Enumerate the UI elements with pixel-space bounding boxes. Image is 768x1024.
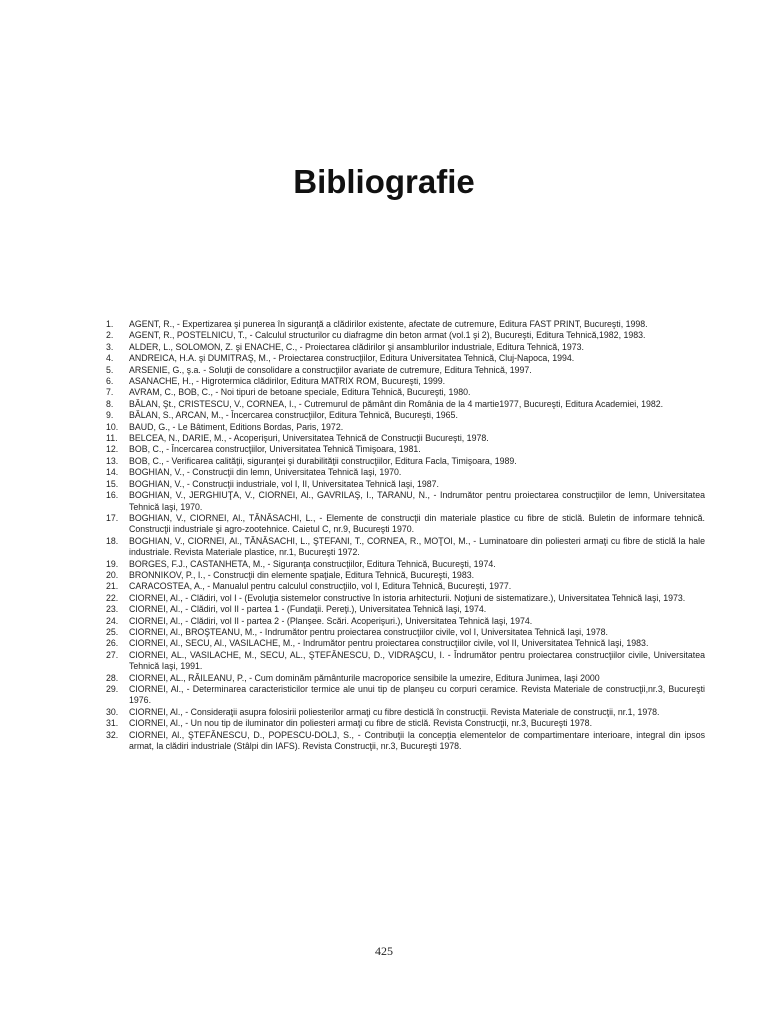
bibliography-entry <box>106 730 705 753</box>
entry-number: 15. <box>106 478 119 489</box>
entry-text: BELCEA, N., DARIE, M., - Acoperişuri, Universitatea Tehnică de Construcţii Bucureşti, 1978. <box>129 433 489 444</box>
entry-number: 19. <box>106 558 119 569</box>
bibliography-entry <box>106 365 705 376</box>
bibliography-entry <box>106 353 705 364</box>
bibliography-entry <box>106 342 705 353</box>
entry-text: BOGHIAN, V., CIORNEI, Al., TĂNĂSACHI, L., - Elemente de construcţii din materiale plastice cu fibre de sticlă. Buletin de informare tehnică. Construcţii industriale şi agro-zootehnice. Caietul C, nr.9, Bucureşti 1970. <box>129 512 705 535</box>
entry-text: ASANACHE, H., - Higrotermica clădirilor, Editura MATRIX ROM, Bucureşti, 1999. <box>129 376 446 387</box>
entry-number: 18. <box>106 535 119 546</box>
entry-number: 5. <box>106 364 114 375</box>
entry-number: 27. <box>106 649 119 660</box>
entry-text: BOGHIAN, V., - Construcţii din lemn, Universitatea Tehnică Iaşi, 1970. <box>129 467 402 478</box>
entry-number: 14. <box>106 467 119 478</box>
entry-text: BRONNIKOV, P., I., - Construcţii din elemente spaţiale, Editura Tehnică, Bucureşti, 1983. <box>129 569 475 580</box>
entry-text: CIORNEI, Al., - Clădiri, vol I - (Evoluţia sistemelor constructive în istoria arhitecturii. Noţiuni de sistematizare.), Universitatea Tehnică Iaşi, 1973. <box>129 592 686 603</box>
entry-text: CIORNEI, AL., VASILACHE, M., SECU, AL., ŞTEFĂNESCU, D., VIDRAŞCU, I. - Îndrumător pentru proiectarea construcţiilor civile, Universitatea Tehnică Iaşi, 1991. <box>129 649 705 672</box>
entry-number: 29. <box>106 684 119 694</box>
entry-text: BOB, C., - Verificarea calităţii, siguranţei şi durabilităţii construcţiilor, Editura Facla, Timişoara, 1989. <box>129 455 517 466</box>
entry-text: AGENT, R., POSTELNICU, T., - Calculul structurilor cu diafragme din beton armat (vol.1 şi 2), Bucureşti, Editura Tehnică,1982, 1983. <box>129 330 646 341</box>
bibliography-entry <box>106 399 705 410</box>
entry-number: 3. <box>106 341 114 352</box>
entry-number: 13. <box>106 455 119 466</box>
entry-text: CIORNEI, Al., SECU, Al., VASILACHE, M., - Indrumător pentru proiectarea construcţiilor civile, vol II, Universitatea Tehnică Iaşi, 1983. <box>129 638 649 649</box>
entry-number: 26. <box>106 638 119 649</box>
bibliography-entry <box>106 422 705 433</box>
entry-number: 30. <box>106 706 119 717</box>
entry-text: BĂLAN, S., ARCAN, M., - Încercarea construcţiilor, Editura Tehnică, Bucureşti, 1965. <box>129 410 458 421</box>
bibliography-entry <box>106 456 705 467</box>
entry-number: 25. <box>106 626 119 637</box>
bibliography-entry <box>106 513 705 536</box>
entry-number: 6. <box>106 376 114 387</box>
bibliography-entry <box>106 673 705 684</box>
bibliography-entry <box>106 718 705 729</box>
entry-text: ANDREICA, H.A. şi DUMITRAŞ, M., - Proiectarea construcţiilor, Editura Universitatea Tehnică, Cluj-Napoca, 1994. <box>129 353 575 364</box>
entry-text: BORGES, F.J., CASTANHETA, M., - Siguranţa construcţiilor, Editura Tehnică, Bucureşti, 1974. <box>129 558 496 569</box>
entry-number: 9. <box>106 410 114 421</box>
entry-text: CIORNEI, Al., - Un nou tip de iluminator din poliesteri armaţi cu fibre de sticlă. Revista Construcţii, nr.3, Bucureşti 1978. <box>129 718 593 729</box>
entry-text: BOGHIAN, V., - Construcţii industriale, vol I, II, Universitatea Tehnică Iaşi, 1987. <box>129 478 439 489</box>
page-title: Bibliografie <box>293 163 475 200</box>
entry-text: CIORNEI, Al., - Consideraţii asupra folosirii poliesterilor armaţi cu fibre desticlă în construcţii. Revista Materiale de construcţii, nr.1, 1978. <box>129 706 660 717</box>
page-number: 425 <box>375 944 393 958</box>
entry-number: 11. <box>106 433 118 444</box>
entry-number: 12. <box>106 444 119 455</box>
bibliography-entry <box>106 627 705 638</box>
entry-number: 24. <box>106 615 119 626</box>
entry-number: 20. <box>106 569 119 580</box>
entry-text: CIORNEI, Al., - Clădiri, vol II - partea 1 - (Fundaţii. Pereţi.), Universitatea Tehnică Iaşi, 1974. <box>129 604 487 615</box>
entry-number: 22. <box>106 592 119 603</box>
entry-text: ARSENIE, G., ş.a. - Soluţii de consolidare a construcţiilor avariate de cutremure, Editura Tehnică, 1997. <box>129 364 532 375</box>
entry-text: BAUD, G., - Le Bâtiment, Editions Bordas, Paris, 1972. <box>129 421 344 432</box>
bibliography-list <box>106 319 705 752</box>
entry-text: CIORNEI, Al., ŞTEFĂNESCU, D., POPESCU-DOLJ, S., - Contribuţii la concepţia elementelor de compartimentare interioare, integral din ipsos armat, la clădiri industriale (Stâlpi din IAFS). Revista Construcţii, nr.3, Bucureşti 1978. <box>129 729 705 752</box>
entry-number: 31. <box>106 718 119 729</box>
bibliography-entry <box>106 707 705 718</box>
entry-text: BOGHIAN, V., JERGHIUŢA, V., CIORNEI, Al., GAVRILAŞ, I., TARANU, N., - Indrumător pentru proiectarea construcţiilor de lemn, Universitatea Tehnică Iaşi, 1970. <box>129 490 705 512</box>
entry-text: AVRAM, C., BOB, C., - Noi tipuri de betoane speciale, Editura Tehnică, Bucureşti, 1980. <box>129 387 471 398</box>
entry-text: CIORNEI, AL., RĂILEANU, P., - Cum dominăm pământurile macroporice sensibile la umezire, Editura Junimea, Iaşi 2000 <box>129 672 600 683</box>
entry-number: 28. <box>106 672 119 683</box>
entry-text: AGENT, R., - Expertizarea şi punerea în siguranţă a clădirilor existente, afectate de cutremure, Editura FAST PRINT, Bucureşti, 1998. <box>129 319 648 329</box>
entry-number: 8. <box>106 398 114 409</box>
entry-number: 4. <box>106 353 114 364</box>
bibliography-entry <box>106 570 705 581</box>
entry-number: 7. <box>106 387 114 398</box>
entry-text: CIORNEI, Al., - Clădiri, vol II - partea 2 - (Planşee. Scări. Acoperişuri.), Universitatea Tehnică Iaşi, 1974. <box>129 615 533 626</box>
bibliography-entry <box>106 490 705 513</box>
bibliography-entry <box>106 559 705 570</box>
bibliography-entry <box>106 604 705 615</box>
bibliography-entry <box>106 593 705 604</box>
entry-text: ALDER, L., SOLOMON, Z. şi ENACHE, C., - Proiectarea clădirilor şi ansamblurilor industriale, Editura Tehnică, 1973. <box>129 341 585 352</box>
bibliography-entry <box>106 479 705 490</box>
bibliography-entry <box>106 410 705 421</box>
entry-text: CARACOSTEA, A., - Manualul pentru calculul construcţiilo, vol I, Editura Tehnică, Bucureşti, 1977. <box>129 581 512 592</box>
bibliography-entry <box>106 444 705 455</box>
entry-number: 10. <box>106 421 119 432</box>
bibliography-entry <box>106 581 705 592</box>
bibliography-entry <box>106 684 705 707</box>
bibliography-entry <box>106 330 705 341</box>
entry-number: 32. <box>106 729 119 740</box>
entry-text: BĂLAN, Şt., CRISTESCU, V., CORNEA, I., - Cutremurul de pământ din România de la 4 martie1977, Bucureşti, Editura Academiei, 1982. <box>129 398 664 409</box>
entry-number: 23. <box>106 604 119 615</box>
entry-number: 16. <box>106 490 119 501</box>
entry-text: CIORNEI, Al., BROŞTEANU, M., - Indrumător pentru proiectarea construcţiilor civile, vol I, Universitatea Tehnică Iaşi, 1978. <box>129 626 608 637</box>
bibliography-entry <box>106 376 705 387</box>
bibliography-entry <box>106 650 705 673</box>
entry-number: 1. <box>106 319 114 329</box>
entry-number: 2. <box>106 330 114 341</box>
bibliography-entry <box>106 638 705 649</box>
entry-text: BOB, C., - Încercarea construcţiilor, Universitatea Tehnică Timişoara, 1981. <box>129 444 421 455</box>
bibliography-entry <box>106 616 705 627</box>
bibliography-entry <box>106 536 705 559</box>
bibliography-entry <box>106 467 705 478</box>
entry-number: 17. <box>106 512 119 523</box>
entry-number: 21. <box>106 581 119 592</box>
bibliography-entry <box>106 433 705 444</box>
entry-text: CIORNEI, Al., - Determinarea caracteristicilor termice ale unui tip de planşeu cu corpuri ceramice. Revista Materiale de construcţii,nr.3, Bucureşti 1976. <box>129 684 705 706</box>
bibliography-entry <box>106 387 705 398</box>
entry-text: BOGHIAN, V., CIORNEI, Al., TĂNĂSACHI, L., ŞTEFANI, T., CORNEA, R., MOŢOI, M., - Luminatoare din poliesteri armaţi cu fibre de sticlă la hale industriale. Revista Materiale plastice, nr.1, Bucureşti 1972. <box>129 535 705 558</box>
bibliography-entry <box>106 319 705 330</box>
